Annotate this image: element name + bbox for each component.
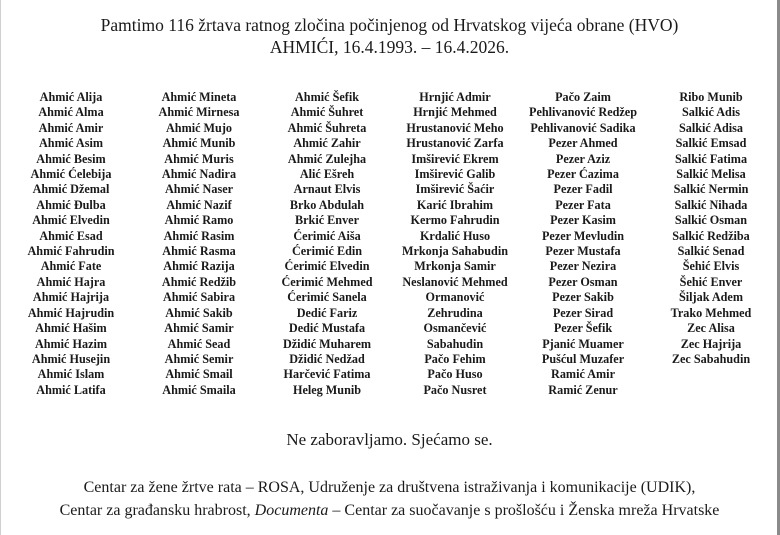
victim-name: Šehić Elvis (682, 259, 740, 274)
victim-name: Ahmić Amir (38, 120, 104, 135)
victim-name: Ahmić Džemal (32, 182, 110, 197)
victim-name: Pehlivanović Redžep (529, 105, 637, 120)
victim-name: Pačo Fehim (424, 351, 486, 366)
documenta-name: Documenta (254, 502, 329, 519)
victim-name: Salkić Adis (682, 105, 740, 120)
credits-line-1: Centar za žene žrtve rata – ROSA, Udruženje za društvena istraživanja i komunikacije (UDIK), (83, 479, 696, 496)
victim-name: Šehić Enver (679, 274, 743, 289)
victim-name: Ahmić Hajrija (32, 290, 110, 305)
victim-name: Brkić Enver (295, 213, 359, 228)
victim-name: Džidić Nedžad (289, 351, 365, 366)
victim-name: Imširević Galib (414, 167, 496, 182)
victim-name: Dedić Fariz (296, 305, 358, 320)
name-column (391, 90, 519, 398)
victim-name: Salkić Redžiba (672, 228, 750, 243)
name-column (263, 90, 391, 398)
victim-name: Salkić Emsad (675, 136, 747, 151)
victim-name: Ahmić Elvedin (32, 213, 110, 228)
victim-name: Salkić Senad (677, 244, 745, 259)
victim-name: Ahmić Rasim (163, 228, 235, 243)
victim-name: Ahmić Semir (164, 351, 234, 366)
victim-name: Ahmić Razija (163, 259, 235, 274)
victim-name: Pezer Aziz (555, 151, 611, 166)
credits-line-2 (1, 499, 778, 522)
victim-name: Kermo Fahrudin (410, 213, 500, 228)
victim-name: Ahmić Alija (39, 90, 103, 104)
victim-name: Alić Ešreh (299, 167, 355, 182)
victim-name: Ahmić Nazif (166, 197, 232, 212)
victim-name: Pezer Sakib (552, 290, 614, 305)
victim-name: Hrustanović Zarfa (406, 136, 504, 151)
victim-name: Salkić Nermin (673, 182, 749, 197)
victim-name: Ahmić Besim (36, 151, 106, 166)
credits-line-2-end: – Centar za suočavanje s prošlošću i Ženska mreža Hrvatske (328, 502, 720, 519)
name-column (7, 90, 135, 398)
victim-name: Pezer Fata (555, 197, 611, 212)
victim-name: Arnaut Elvis (293, 182, 361, 197)
victim-name: Ahmić Rasma (162, 244, 236, 259)
victim-name: Ahmić Ćelebija (30, 167, 112, 182)
victim-name: Pezer Ahmed (548, 136, 618, 151)
victim-name: Dedić Mustafa (288, 321, 366, 336)
victim-name: Pezer Ćazima (547, 167, 619, 182)
victim-name: Ahmić Sakib (165, 305, 233, 320)
victim-name: Zehrudina (427, 305, 483, 320)
victim-name: Salkić Melisa (676, 167, 746, 182)
victim-name: Ahmić Šefik (295, 90, 359, 104)
victim-name: Sabahudin (426, 336, 484, 351)
victim-name: Harčević Fatima (283, 367, 371, 382)
name-column (647, 90, 775, 398)
victim-name: Hrnjić Mehmed (413, 105, 497, 120)
victim-name: Mrkonja Sahabudin (401, 244, 508, 259)
victim-name: Pušćul Muzafer (541, 351, 625, 366)
victim-name: Ahmić Ramo (164, 213, 234, 228)
victim-name: Karić Ibrahim (416, 197, 494, 212)
victim-name: Ahmić Redžib (161, 274, 237, 289)
remembrance-line: Ne zaboravljamo. Sjećamo se. (286, 430, 493, 449)
victim-name: Ćerimić Sanela (287, 290, 367, 305)
victim-name: Ahmić Muris (164, 151, 234, 166)
victim-name: Pezer Mevludin (541, 228, 625, 243)
victim-name: Ahmić Đulba (36, 197, 106, 212)
victim-name: Pezer Nezira (549, 259, 617, 274)
victim-name: Šiljak Adem (679, 290, 743, 305)
victim-name: Pjanić Muamer (542, 336, 624, 351)
victim-name: Salkić Adisa (678, 120, 743, 135)
victim-name: Ahmić Mirnesa (158, 105, 240, 120)
victim-name: Mrkonja Samir (414, 259, 496, 274)
victim-name: Ahmić Zulejha (287, 151, 367, 166)
victim-name: Ahmić Sead (167, 336, 231, 351)
victim-name: Pezer Osman (548, 274, 618, 289)
victim-name: Zec Sabahudin (671, 351, 751, 366)
victim-name: Pezer Kasim (550, 213, 616, 228)
victim-name: Ahmić Alma (38, 105, 104, 120)
header (1, 14, 778, 58)
victim-name: Ahmić Mujo (165, 120, 232, 135)
victim-name: Zec Hajrija (680, 336, 742, 351)
victim-name: Ahmić Fahrudin (27, 244, 115, 259)
victim-name: Krdalić Huso (419, 228, 491, 243)
victim-name: Pačo Zaim (555, 90, 611, 104)
victim-name: Ahmić Hajra (36, 274, 106, 289)
victim-name: Zec Alisa (687, 321, 735, 336)
victim-name: Ahmić Esad (39, 228, 103, 243)
victim-name: Brko Abdulah (289, 197, 365, 212)
victim-name: Hrnjić Admir (419, 90, 491, 104)
victim-name: Ahmić Husejin (31, 351, 111, 366)
victim-name: Ahmić Asim (39, 136, 103, 151)
victim-name: Ahmić Sabira (162, 290, 236, 305)
credits (1, 476, 778, 522)
victim-name: Ahmić Hašim (35, 321, 107, 336)
victim-name: Imširević Ekrem (411, 151, 499, 166)
name-column (135, 90, 263, 398)
victim-name: Ahmić Islam (37, 367, 105, 382)
title: Pamtimo 116 žrtava ratnog zločina počinjenog od Hrvatskog vijeća obrane (HVO) (100, 15, 679, 35)
victim-name: Ramić Amir (551, 367, 615, 382)
victim-name: Ahmić Nadira (161, 167, 237, 182)
victim-name: Salkić Nihada (674, 197, 748, 212)
victim-name: Ahmić Hazim (34, 336, 108, 351)
victim-name: Heleg Munib (292, 382, 362, 397)
victim-name: Salkić Fatima (674, 151, 748, 166)
victim-name: Ahmić Šuhret (290, 105, 364, 120)
victim-name: Ahmić Šuhreta (287, 120, 367, 135)
victim-name: Pačo Nusret (423, 382, 487, 397)
victim-name: Ćerimić Aiša (293, 228, 361, 243)
victim-name: Pehlivanović Sadika (530, 120, 636, 135)
victim-name: Ahmić Mineta (161, 90, 237, 104)
victim-name: Osmančević (423, 321, 487, 336)
victim-name: Ramić Zenur (548, 382, 618, 397)
victim-name: Ahmić Fate (40, 259, 102, 274)
victim-name: Ćerimić Elvedin (284, 259, 370, 274)
victim-name: Hrustanović Meho (406, 120, 504, 135)
victim-name: Ahmić Hajrudin (27, 305, 115, 320)
victim-name: Ahmić Smail (165, 367, 233, 382)
victim-name: Trako Mehmed (670, 305, 752, 320)
victim-name: Pezer Mustafa (545, 244, 621, 259)
victim-name: Salkić Osman (674, 213, 748, 228)
victim-name: Ahmić Munib (162, 136, 236, 151)
victim-name: Ahmić Naser (164, 182, 234, 197)
victim-name: Ćerimić Edin (291, 244, 363, 259)
victim-name: Neslanović Mehmed (402, 274, 508, 289)
name-column (519, 90, 647, 398)
victim-name: Ormanović (425, 290, 485, 305)
victim-names-grid (7, 90, 775, 398)
subtitle: AHMIĆI, 16.4.1993. – 16.4.2026. (269, 37, 510, 57)
victim-name: Ahmić Smaila (162, 382, 236, 397)
victim-name: Pačo Huso (427, 367, 483, 382)
victim-name: Pezer Sirad (552, 305, 614, 320)
victim-name: Ahmić Zahir (293, 136, 361, 151)
credits-line-2-start: Centar za građansku hrabrost, (59, 502, 255, 519)
victim-name: Ahmić Samir (164, 321, 234, 336)
victim-name: Ćerimić Mehmed (281, 274, 373, 289)
victim-name: Pezer Fadil (553, 182, 613, 197)
victim-name: Imširević Šaćir (415, 182, 495, 197)
victim-name: Džidić Muharem (282, 336, 372, 351)
victim-name: Ahmić Latifa (36, 382, 106, 397)
victim-name: Pezer Šefik (553, 321, 613, 336)
victim-name: Ribo Munib (679, 90, 743, 104)
